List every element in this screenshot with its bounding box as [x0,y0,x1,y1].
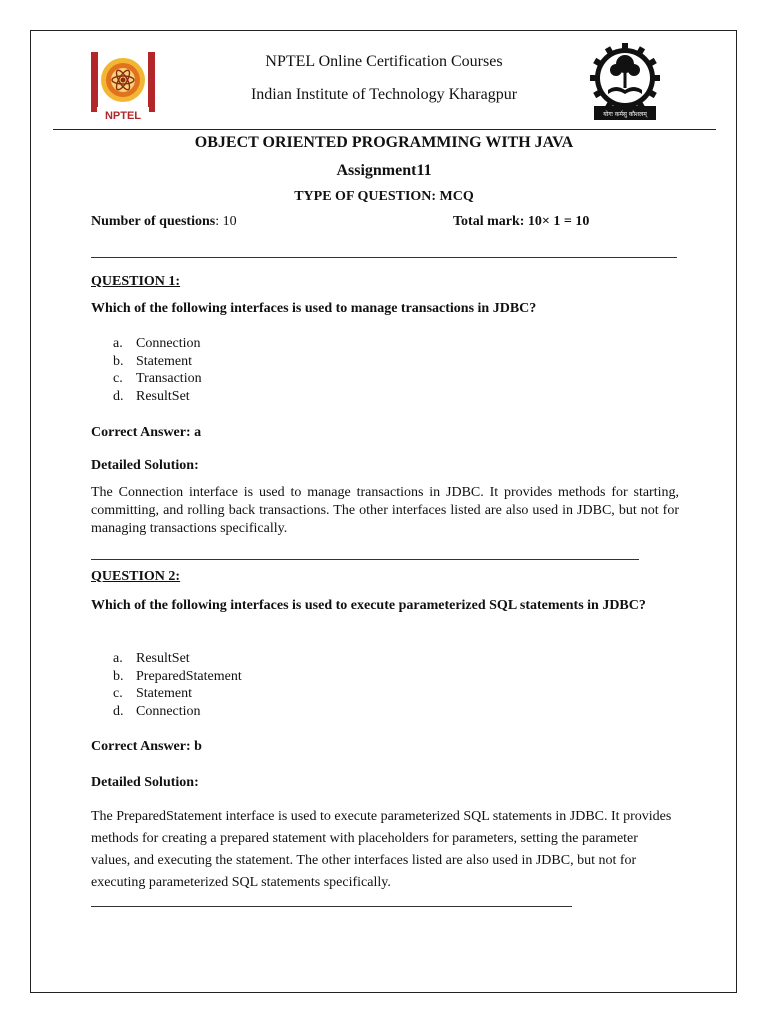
option-text: Statement [136,353,192,369]
question-1-solution: The Connection interface is used to manage transactions in JDBC. It provides methods for starting, committing, and rolling back transactions. The other interfaces listed are also used in JDBC, but not for managing transactions specifically. [91,485,679,536]
option-letter: d. [113,388,124,404]
course-title: OBJECT ORIENTED PROGRAMMING WITH JAVA [194,134,574,151]
question-2-text: Which of the following interfaces is used to execute parameterized SQL statements in JDBC? [91,598,646,613]
option-letter: a. [113,336,123,351]
option [91,388,202,406]
question-2-solution: The PreparedStatement interface is used to execute parameterized SQL statements in JDBC. It provides methods for creating a prepared statement with placeholders for parameters, setting the parameter values, and executing the statement. The other interfaces listed are also used in JDBC, but not for executing parameterized SQL statements specifically. [91,809,672,890]
question-1-heading: QUESTION 1: [91,274,181,289]
header-line-2: Indian Institute of Technology Kharagpur [250,86,518,103]
option-text: Connection [136,336,201,351]
question-1-text: Which of the following interfaces is used to manage transactions in JDBC? [91,301,537,316]
question-1-solution-heading: Detailed Solution: [91,458,199,473]
option [91,685,242,703]
option-letter: b. [113,668,124,684]
option [91,353,202,371]
option-letter: c. [113,371,123,386]
option-letter: c. [113,686,123,701]
option-letter: a. [113,651,123,666]
divider [91,906,572,907]
assignment-title: Assignment11 [336,162,432,179]
option [91,370,202,388]
option [91,650,242,668]
question-2-answer: Correct Answer: b [91,739,202,754]
question-1-answer: Correct Answer: a [91,425,202,440]
header-line-1: NPTEL Online Certification Courses [265,53,503,70]
seal-motto: योगः कर्मसु कौशलम् [603,111,647,118]
question-1-options [91,335,202,405]
option [91,703,242,721]
question-2-options [91,650,242,720]
option-text: Statement [136,686,192,701]
question-2-heading: QUESTION 2: [91,569,181,584]
number-of-questions [91,214,237,230]
option-text: Transaction [136,371,202,386]
question-2-solution-heading: Detailed Solution: [91,775,199,790]
question-type: TYPE OF QUESTION: MCQ [294,189,474,204]
option-text: PreparedStatement [136,668,242,684]
number-of-questions-value: : 10 [215,214,237,229]
total-mark: Total mark: 10× 1 = 10 [453,214,590,229]
option [91,335,202,353]
option-text: ResultSet [136,388,190,404]
divider [91,257,677,258]
number-of-questions-label: Number of questions [91,214,216,229]
header-divider [53,129,716,130]
divider [91,559,639,560]
option-text: Connection [136,703,201,719]
option-letter: b. [113,353,124,369]
option-letter: d. [113,703,124,719]
option [91,668,242,686]
nptel-logo-wordmark: NPTEL [104,110,142,122]
option-text: ResultSet [136,651,190,666]
